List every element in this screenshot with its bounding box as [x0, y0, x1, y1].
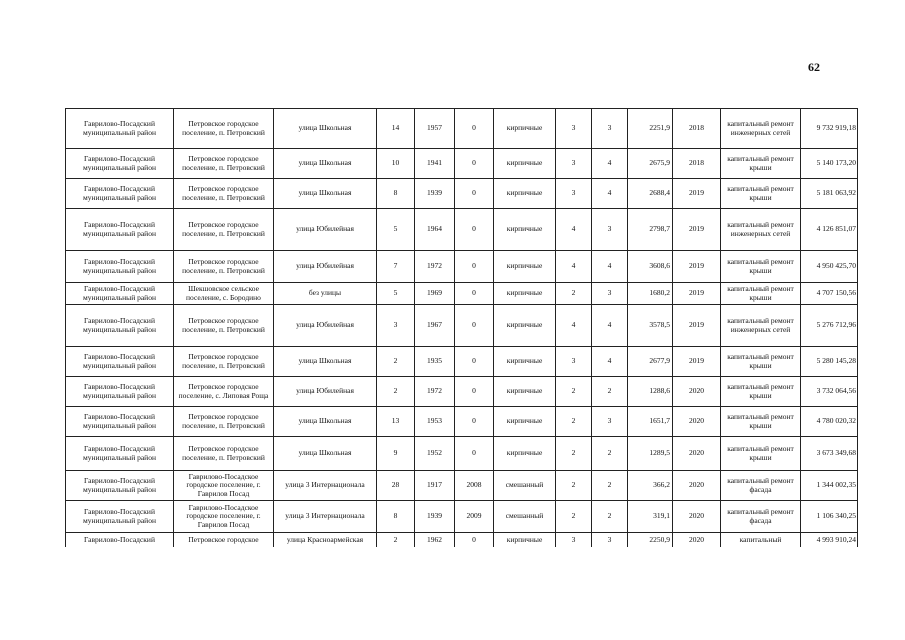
- wall-material-cell: кирпичные: [494, 109, 556, 149]
- work-type-cell: капитальный ремонт крыши: [721, 407, 801, 437]
- year-built-cell: 1939: [415, 501, 455, 533]
- table-row: [66, 109, 858, 149]
- work-type-cell: капитальный ремонт крыши: [721, 283, 801, 305]
- floors-max-cell: 2: [592, 501, 628, 533]
- table-row: [66, 471, 858, 501]
- floors-max-cell: 4: [592, 149, 628, 179]
- floors-max-cell: 3: [592, 283, 628, 305]
- house-number-cell: 3: [377, 305, 415, 347]
- floors-max-cell: 4: [592, 305, 628, 347]
- year-reconstruction-cell: 0: [455, 109, 494, 149]
- area-cell: 3578,5: [628, 305, 673, 347]
- year-reconstruction-cell: 0: [455, 377, 494, 407]
- cost-cell: 5 280 145,28: [801, 347, 858, 377]
- floors-max-cell: 4: [592, 179, 628, 209]
- year-built-cell: 1941: [415, 149, 455, 179]
- floors-max-cell: 2: [592, 377, 628, 407]
- year-built-cell: 1917: [415, 471, 455, 501]
- street-cell: улица Школьная: [274, 347, 377, 377]
- table-body: [66, 109, 858, 548]
- housing-repair-table: [65, 108, 858, 547]
- settlement-cell: Петровское городское поселение, п. Петровский: [174, 305, 274, 347]
- district-cell: Гаврилово-Посадский муниципальный район: [66, 283, 174, 305]
- floors-max-cell: 3: [592, 209, 628, 251]
- street-cell: улица Красноармейская: [274, 533, 377, 548]
- cost-cell: 4 993 910,24: [801, 533, 858, 548]
- work-type-cell: капитальный ремонт крыши: [721, 437, 801, 471]
- floors-min-cell: 2: [556, 501, 592, 533]
- year-reconstruction-cell: 0: [455, 347, 494, 377]
- work-type-cell: капитальный ремонт крыши: [721, 347, 801, 377]
- wall-material-cell: кирпичные: [494, 149, 556, 179]
- cost-cell: 5 181 063,92: [801, 179, 858, 209]
- wall-material-cell: кирпичные: [494, 179, 556, 209]
- year-reconstruction-cell: 0: [455, 209, 494, 251]
- year-built-cell: 1964: [415, 209, 455, 251]
- district-cell: Гаврилово-Посадский муниципальный район: [66, 149, 174, 179]
- wall-material-cell: кирпичные: [494, 305, 556, 347]
- table-row: [66, 209, 858, 251]
- area-cell: 3608,6: [628, 251, 673, 283]
- district-cell: Гаврилово-Посадский муниципальный район: [66, 501, 174, 533]
- district-cell: Гаврилово-Посадский муниципальный район: [66, 109, 174, 149]
- work-type-cell: капитальный ремонт крыши: [721, 251, 801, 283]
- area-cell: 2798,7: [628, 209, 673, 251]
- wall-material-cell: кирпичные: [494, 283, 556, 305]
- plan-year-cell: 2018: [673, 109, 721, 149]
- wall-material-cell: кирпичные: [494, 209, 556, 251]
- table-row: [66, 377, 858, 407]
- district-cell: Гаврилово-Посадский муниципальный район: [66, 251, 174, 283]
- table-row: [66, 407, 858, 437]
- year-reconstruction-cell: 2008: [455, 471, 494, 501]
- street-cell: улица Школьная: [274, 437, 377, 471]
- settlement-cell: Гаврилово-Посадское городское поселение, г. Гаврилов Посад: [174, 501, 274, 533]
- year-reconstruction-cell: 0: [455, 251, 494, 283]
- year-built-cell: 1953: [415, 407, 455, 437]
- table-row: [66, 283, 858, 305]
- area-cell: 1288,6: [628, 377, 673, 407]
- table-row: [66, 251, 858, 283]
- street-cell: улица Школьная: [274, 179, 377, 209]
- district-cell: Гаврилово-Посадский муниципальный район: [66, 347, 174, 377]
- settlement-cell: Петровское городское поселение, п. Петровский: [174, 109, 274, 149]
- floors-min-cell: 3: [556, 109, 592, 149]
- floors-min-cell: 3: [556, 149, 592, 179]
- work-type-cell: капитальный ремонт фасада: [721, 501, 801, 533]
- wall-material-cell: кирпичные: [494, 377, 556, 407]
- year-built-cell: 1935: [415, 347, 455, 377]
- plan-year-cell: 2020: [673, 437, 721, 471]
- work-type-cell: капитальный ремонт крыши: [721, 179, 801, 209]
- settlement-cell: Шекшовское сельское поселение, с. Бородино: [174, 283, 274, 305]
- floors-max-cell: 2: [592, 471, 628, 501]
- area-cell: 2688,4: [628, 179, 673, 209]
- settlement-cell: Гаврилово-Посадское городское поселение, г. Гаврилов Посад: [174, 471, 274, 501]
- floors-min-cell: 2: [556, 283, 592, 305]
- wall-material-cell: кирпичные: [494, 251, 556, 283]
- district-cell: Гаврилово-Посадский: [66, 533, 174, 548]
- table-row: [66, 501, 858, 533]
- work-type-cell: капитальный: [721, 533, 801, 548]
- house-number-cell: 2: [377, 347, 415, 377]
- year-reconstruction-cell: 0: [455, 179, 494, 209]
- street-cell: улица 3 Интернационала: [274, 471, 377, 501]
- floors-min-cell: 2: [556, 437, 592, 471]
- work-type-cell: капитальный ремонт крыши: [721, 377, 801, 407]
- house-number-cell: 2: [377, 533, 415, 548]
- street-cell: улица Юбилейная: [274, 305, 377, 347]
- area-cell: 1289,5: [628, 437, 673, 471]
- plan-year-cell: 2019: [673, 305, 721, 347]
- district-cell: Гаврилово-Посадский муниципальный район: [66, 377, 174, 407]
- year-reconstruction-cell: 0: [455, 533, 494, 548]
- wall-material-cell: кирпичные: [494, 437, 556, 471]
- house-number-cell: 8: [377, 501, 415, 533]
- floors-min-cell: 3: [556, 347, 592, 377]
- plan-year-cell: 2019: [673, 347, 721, 377]
- floors-max-cell: 2: [592, 437, 628, 471]
- work-type-cell: капитальный ремонт инженерных сетей: [721, 109, 801, 149]
- floors-min-cell: 4: [556, 251, 592, 283]
- street-cell: улица Юбилейная: [274, 251, 377, 283]
- house-number-cell: 5: [377, 283, 415, 305]
- street-cell: улица Юбилейная: [274, 209, 377, 251]
- settlement-cell: Петровское городское поселение, п. Петровский: [174, 437, 274, 471]
- table-row: [66, 437, 858, 471]
- cost-cell: 1 106 340,25: [801, 501, 858, 533]
- table-row: [66, 533, 858, 548]
- year-built-cell: 1972: [415, 377, 455, 407]
- settlement-cell: Петровское городское: [174, 533, 274, 548]
- year-reconstruction-cell: 0: [455, 149, 494, 179]
- cost-cell: 4 780 020,32: [801, 407, 858, 437]
- street-cell: улица Школьная: [274, 407, 377, 437]
- settlement-cell: Петровское городское поселение, п. Петровский: [174, 149, 274, 179]
- house-number-cell: 7: [377, 251, 415, 283]
- wall-material-cell: смешанный: [494, 471, 556, 501]
- wall-material-cell: кирпичные: [494, 347, 556, 377]
- district-cell: Гаврилово-Посадский муниципальный район: [66, 437, 174, 471]
- area-cell: 2251,9: [628, 109, 673, 149]
- year-reconstruction-cell: 2009: [455, 501, 494, 533]
- cost-cell: 9 732 919,18: [801, 109, 858, 149]
- settlement-cell: Петровское городское поселение, с. Липовая Роща: [174, 377, 274, 407]
- year-reconstruction-cell: 0: [455, 305, 494, 347]
- year-built-cell: 1952: [415, 437, 455, 471]
- house-number-cell: 28: [377, 471, 415, 501]
- area-cell: 1651,7: [628, 407, 673, 437]
- plan-year-cell: 2019: [673, 209, 721, 251]
- settlement-cell: Петровское городское поселение, п. Петровский: [174, 251, 274, 283]
- house-number-cell: 14: [377, 109, 415, 149]
- house-number-cell: 13: [377, 407, 415, 437]
- house-number-cell: 8: [377, 179, 415, 209]
- cost-cell: 5 276 712,96: [801, 305, 858, 347]
- settlement-cell: Петровское городское поселение, п. Петровский: [174, 179, 274, 209]
- floors-max-cell: 4: [592, 347, 628, 377]
- work-type-cell: капитальный ремонт инженерных сетей: [721, 305, 801, 347]
- street-cell: без улицы: [274, 283, 377, 305]
- year-built-cell: 1969: [415, 283, 455, 305]
- street-cell: улица Юбилейная: [274, 377, 377, 407]
- floors-min-cell: 2: [556, 471, 592, 501]
- area-cell: 2250,9: [628, 533, 673, 548]
- year-reconstruction-cell: 0: [455, 437, 494, 471]
- table-row: [66, 179, 858, 209]
- cost-cell: 3 732 064,56: [801, 377, 858, 407]
- house-number-cell: 2: [377, 377, 415, 407]
- street-cell: улица 3 Интернационала: [274, 501, 377, 533]
- floors-max-cell: 3: [592, 109, 628, 149]
- plan-year-cell: 2018: [673, 149, 721, 179]
- plan-year-cell: 2019: [673, 251, 721, 283]
- house-number-cell: 10: [377, 149, 415, 179]
- street-cell: улица Школьная: [274, 149, 377, 179]
- area-cell: 319,1: [628, 501, 673, 533]
- floors-min-cell: 3: [556, 533, 592, 548]
- year-built-cell: 1967: [415, 305, 455, 347]
- floors-min-cell: 3: [556, 179, 592, 209]
- settlement-cell: Петровское городское поселение, п. Петровский: [174, 407, 274, 437]
- year-built-cell: 1972: [415, 251, 455, 283]
- plan-year-cell: 2019: [673, 179, 721, 209]
- floors-max-cell: 4: [592, 251, 628, 283]
- floors-max-cell: 3: [592, 407, 628, 437]
- plan-year-cell: 2020: [673, 501, 721, 533]
- plan-year-cell: 2020: [673, 471, 721, 501]
- area-cell: 2675,9: [628, 149, 673, 179]
- area-cell: 366,2: [628, 471, 673, 501]
- floors-min-cell: 2: [556, 407, 592, 437]
- cost-cell: 4 950 425,70: [801, 251, 858, 283]
- wall-material-cell: кирпичные: [494, 407, 556, 437]
- cost-cell: 4 126 851,07: [801, 209, 858, 251]
- wall-material-cell: кирпичные: [494, 533, 556, 548]
- floors-min-cell: 4: [556, 209, 592, 251]
- house-number-cell: 5: [377, 209, 415, 251]
- year-reconstruction-cell: 0: [455, 407, 494, 437]
- cost-cell: 3 673 349,68: [801, 437, 858, 471]
- table-row: [66, 149, 858, 179]
- cost-cell: 4 707 150,56: [801, 283, 858, 305]
- district-cell: Гаврилово-Посадский муниципальный район: [66, 179, 174, 209]
- year-built-cell: 1957: [415, 109, 455, 149]
- district-cell: Гаврилово-Посадский муниципальный район: [66, 471, 174, 501]
- floors-min-cell: 4: [556, 305, 592, 347]
- work-type-cell: капитальный ремонт крыши: [721, 149, 801, 179]
- district-cell: Гаврилово-Посадский муниципальный район: [66, 209, 174, 251]
- house-number-cell: 9: [377, 437, 415, 471]
- year-reconstruction-cell: 0: [455, 283, 494, 305]
- plan-year-cell: 2020: [673, 377, 721, 407]
- plan-year-cell: 2020: [673, 533, 721, 548]
- floors-min-cell: 2: [556, 377, 592, 407]
- plan-year-cell: 2019: [673, 283, 721, 305]
- settlement-cell: Петровское городское поселение, п. Петровский: [174, 209, 274, 251]
- street-cell: улица Школьная: [274, 109, 377, 149]
- cost-cell: 5 140 173,20: [801, 149, 858, 179]
- work-type-cell: капитальный ремонт инженерных сетей: [721, 209, 801, 251]
- area-cell: 2677,9: [628, 347, 673, 377]
- table-row: [66, 305, 858, 347]
- page-number: 62: [808, 60, 820, 74]
- year-built-cell: 1962: [415, 533, 455, 548]
- plan-year-cell: 2020: [673, 407, 721, 437]
- floors-max-cell: 3: [592, 533, 628, 548]
- area-cell: 1680,2: [628, 283, 673, 305]
- year-built-cell: 1939: [415, 179, 455, 209]
- district-cell: Гаврилово-Посадский муниципальный район: [66, 305, 174, 347]
- cost-cell: 1 344 002,35: [801, 471, 858, 501]
- work-type-cell: капитальный ремонт фасада: [721, 471, 801, 501]
- table-row: [66, 347, 858, 377]
- settlement-cell: Петровское городское поселение, п. Петровский: [174, 347, 274, 377]
- district-cell: Гаврилово-Посадский муниципальный район: [66, 407, 174, 437]
- wall-material-cell: смешанный: [494, 501, 556, 533]
